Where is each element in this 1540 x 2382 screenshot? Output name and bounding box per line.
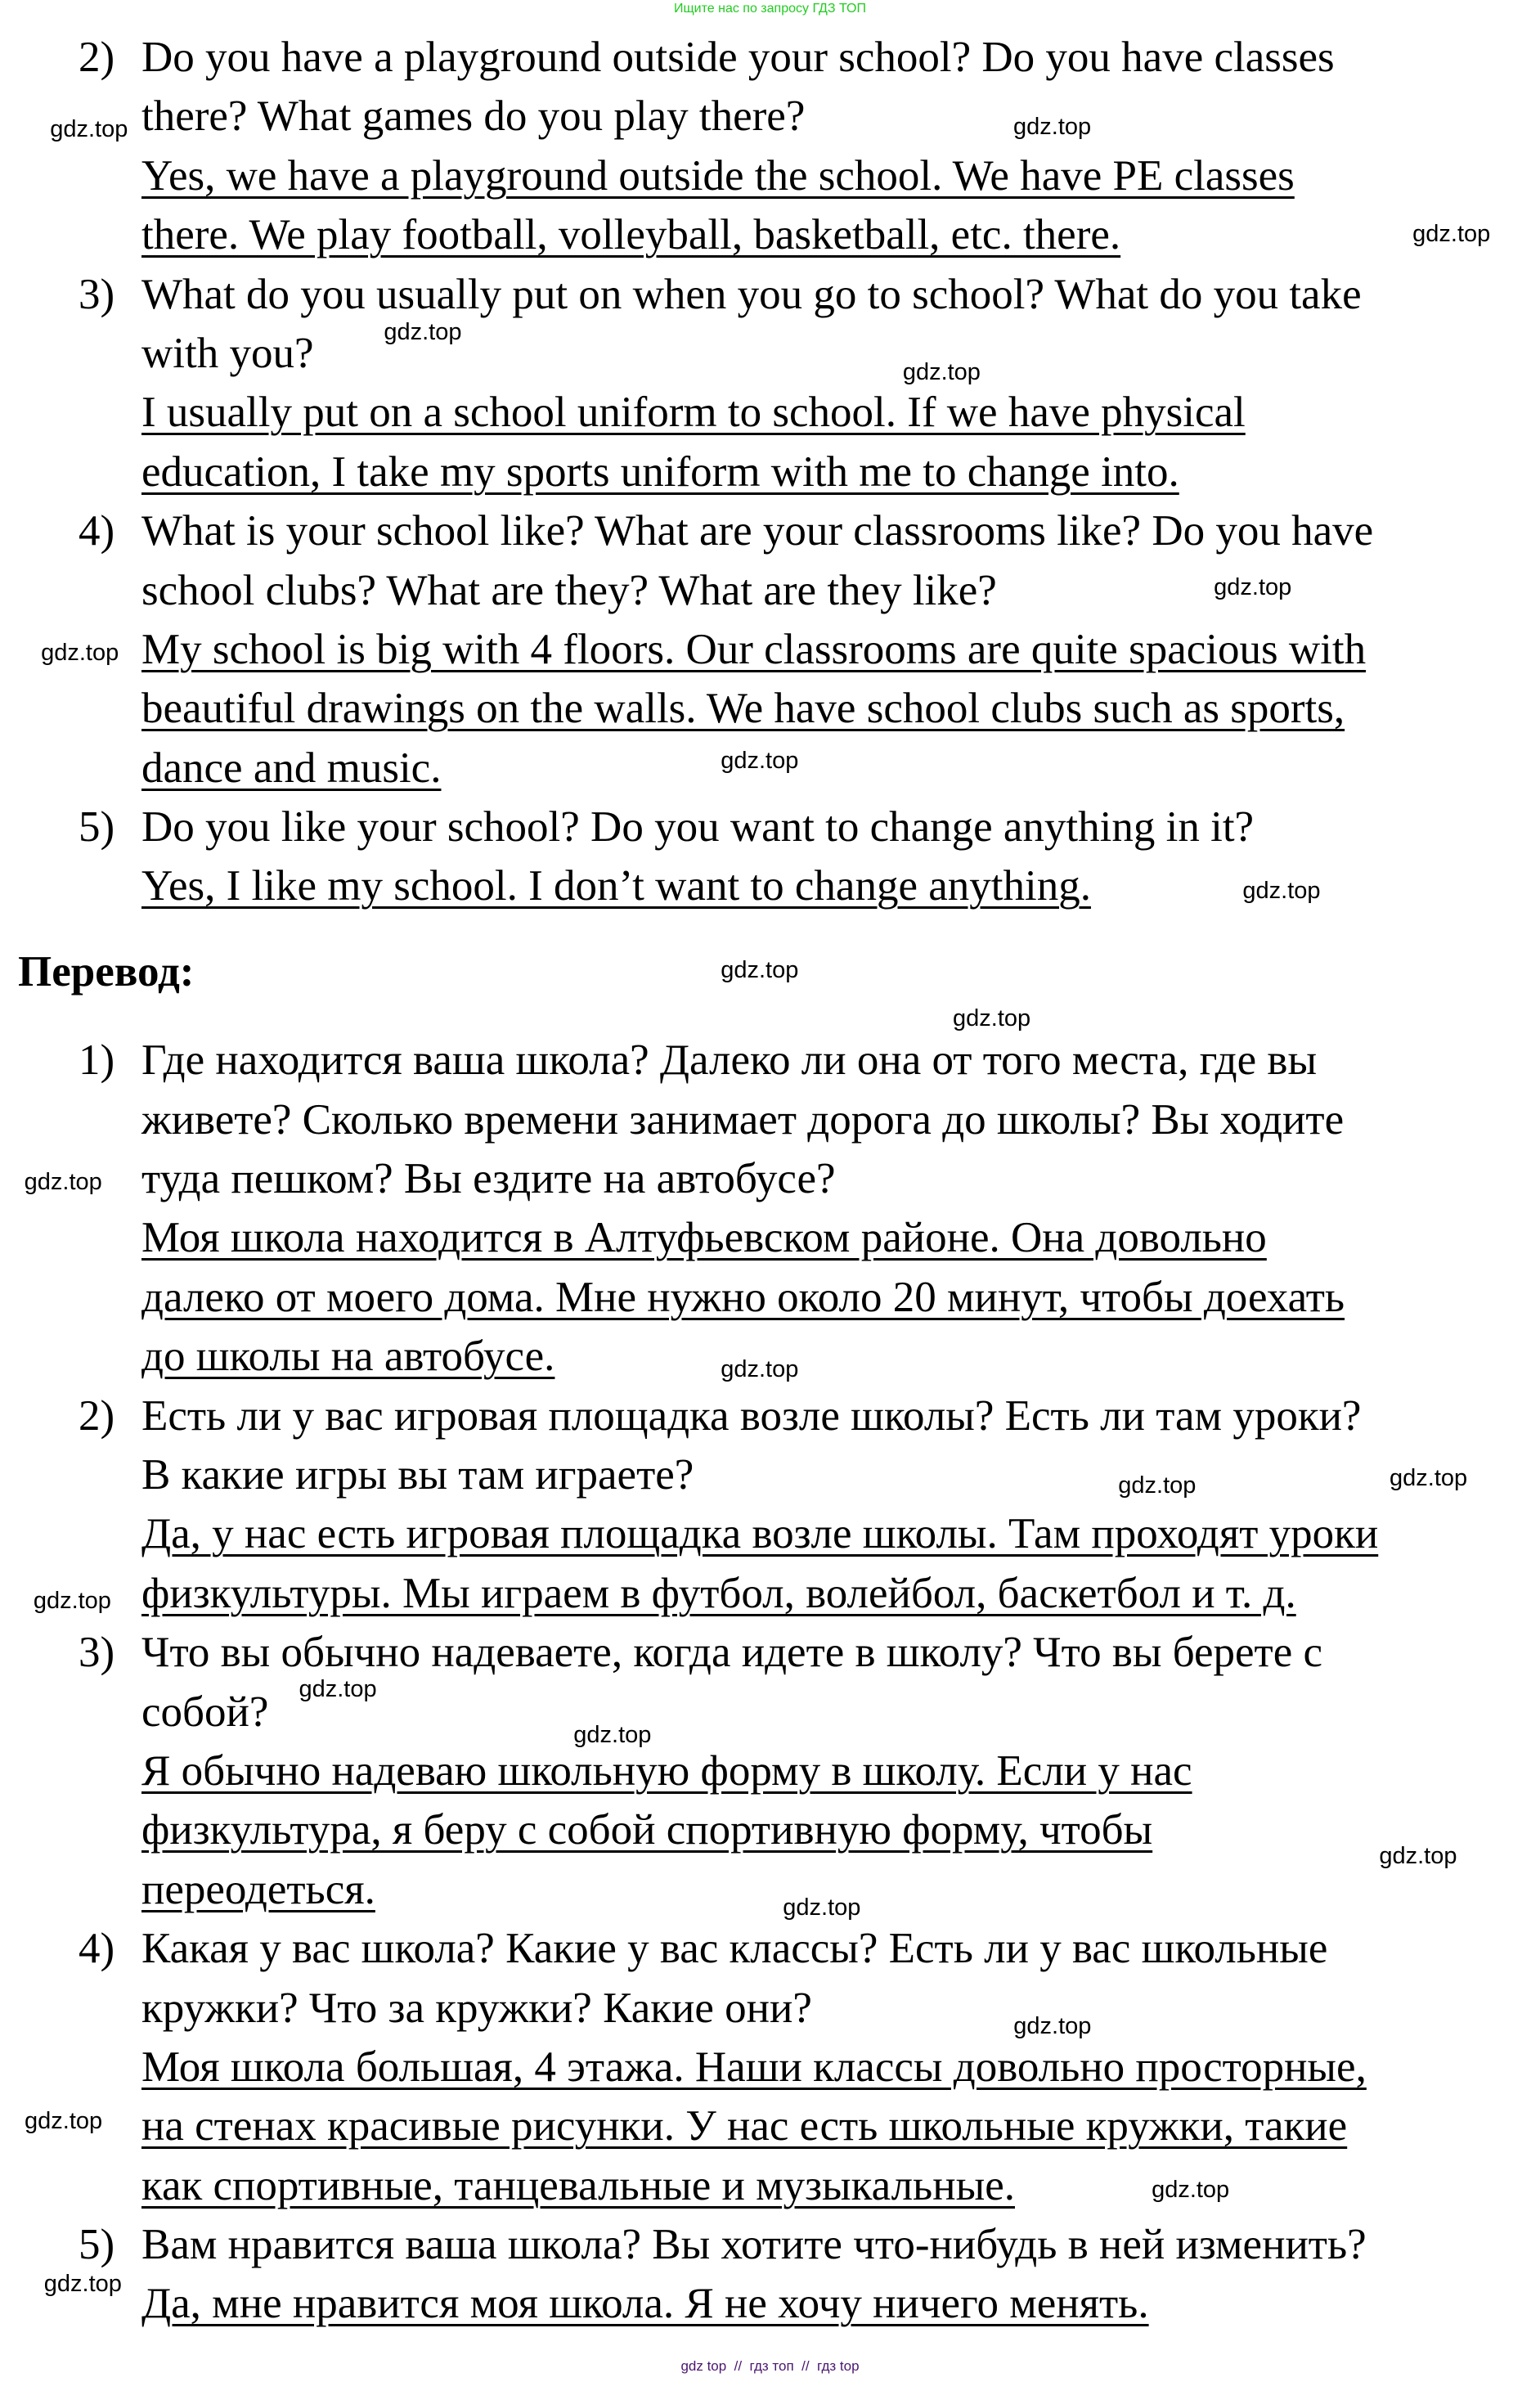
question-line bbox=[0, 1031, 1540, 1090]
question-line bbox=[0, 1387, 1540, 1445]
item-number: 1) bbox=[79, 1036, 115, 1085]
item-number: 5) bbox=[79, 803, 115, 852]
answer-text: Да, мне нравится моя школа. Я не хочу ничего менять. bbox=[141, 2280, 1149, 2328]
watermark-text: gdz.top bbox=[721, 1355, 799, 1382]
answer-line bbox=[0, 1268, 1540, 1327]
answer-text: Моя школа большая, 4 этажа. Наши классы довольно просторные, bbox=[141, 2043, 1367, 2091]
item-number: 2) bbox=[79, 1391, 115, 1440]
answer-line bbox=[0, 205, 1540, 264]
answer-text: Yes, we have a playground outside the school. We have PE classes bbox=[141, 151, 1295, 200]
answer-line bbox=[0, 679, 1540, 738]
answer-line bbox=[0, 1564, 1540, 1623]
answer-line bbox=[0, 146, 1540, 205]
question-text: Do you like your school? Do you want to change anything in it? bbox=[141, 803, 1255, 852]
answer-line bbox=[0, 2097, 1540, 2155]
watermark-text: gdz.top bbox=[41, 639, 119, 666]
watermark-text: gdz.top bbox=[43, 2271, 122, 2298]
question-text: Что вы обычно надеваете, когда идете в школу? Что вы берете с bbox=[141, 1629, 1322, 1677]
answer-text: I usually put on a school uniform to school. If we have physical bbox=[141, 389, 1246, 437]
watermark-text: gdz.top bbox=[1013, 2012, 1092, 2039]
answer-text: Да, у нас есть игровая площадка возле школы. Там проходят уроки bbox=[141, 1510, 1379, 1558]
translation-heading: Перевод: bbox=[18, 947, 195, 995]
answer-text: Yes, I like my school. I don’t want to change anything. bbox=[141, 862, 1091, 910]
watermark-text: gdz.top bbox=[24, 1169, 102, 1196]
question-text: собой? bbox=[141, 1688, 269, 1736]
question-text: кружки? Что за кружки? Какие они? bbox=[141, 1984, 812, 2032]
list-item bbox=[0, 28, 1540, 265]
document-content bbox=[0, 28, 1540, 2334]
question-line bbox=[0, 1623, 1540, 1682]
watermark-text: gdz.top bbox=[1118, 1472, 1197, 1499]
answer-text: Я обычно надеваю школьную форму в школу. Если у нас bbox=[141, 1746, 1192, 1795]
answer-text: как спортивные, танцевальные и музыкальные. bbox=[141, 2161, 1015, 2209]
answer-text: физкультура, я беру с собой спортивную форму, чтобы bbox=[141, 1806, 1153, 1854]
question-line bbox=[0, 1683, 1540, 1742]
question-line bbox=[0, 2215, 1540, 2274]
search-banner: Ищите нас по запросу ГДЗ ТОП bbox=[674, 2, 866, 16]
answer-text: beautiful drawings on the walls. We have school clubs such as sports, bbox=[141, 685, 1345, 733]
watermark-text: gdz.top bbox=[1242, 878, 1321, 905]
watermark-text: gdz.top bbox=[1390, 1465, 1468, 1491]
watermark-text: gdz.top bbox=[902, 358, 981, 385]
question-text: Какая у вас школа? Какие у вас классы? Есть ли у вас школьные bbox=[141, 1925, 1328, 1973]
item-number: 5) bbox=[79, 2221, 115, 2269]
watermark-text: gdz.top bbox=[1379, 1843, 1457, 1870]
question-text: school clubs? What are they? What are they like? bbox=[141, 566, 997, 614]
answer-line bbox=[0, 620, 1540, 679]
question-line bbox=[0, 1149, 1540, 1208]
list-item bbox=[0, 1919, 1540, 2215]
question-line bbox=[0, 1979, 1540, 2038]
item-number: 4) bbox=[79, 507, 115, 555]
item-number: 4) bbox=[79, 1925, 115, 1973]
question-line bbox=[0, 28, 1540, 87]
watermark-text: gdz.top bbox=[1412, 220, 1491, 247]
question-text: В какие игры вы там играете? bbox=[141, 1450, 694, 1499]
question-text: Вам нравится ваша школа? Вы хотите что-нибудь в ней изменить? bbox=[141, 2221, 1367, 2269]
answer-text: далеко от моего дома. Мне нужно около 20 минут, чтобы доехать bbox=[141, 1273, 1345, 1321]
question-text: with you? bbox=[141, 329, 314, 377]
answer-line bbox=[0, 2271, 1540, 2333]
answer-line bbox=[0, 383, 1540, 442]
answer-text: до школы на автобусе. bbox=[141, 1333, 555, 1381]
watermark-text: gdz.top bbox=[1214, 574, 1292, 601]
footer-watermark: gdz top // гдз топ // гдз top bbox=[680, 2358, 860, 2374]
answer-text: dance and music. bbox=[141, 744, 442, 792]
answer-text: education, I take my sports uniform with me to change into. bbox=[141, 447, 1179, 496]
answer-line bbox=[0, 1800, 1540, 1859]
question-line bbox=[0, 324, 1540, 383]
list-item bbox=[0, 1623, 1540, 1919]
answer-text: My school is big with 4 floors. Our classrooms are quite spacious with bbox=[141, 625, 1367, 673]
question-text: Есть ли у вас игровая площадка возле школы? Есть ли там уроки? bbox=[141, 1391, 1362, 1440]
question-line bbox=[0, 1090, 1540, 1149]
question-text: живете? Сколько времени занимает дорога до школы? Вы ходите bbox=[141, 1095, 1345, 1144]
question-text: What is your school like? What are your classrooms like? Do you have bbox=[141, 507, 1374, 555]
watermark-text: gdz.top bbox=[299, 1675, 377, 1702]
watermark-text: gdz.top bbox=[1013, 114, 1092, 140]
item-number: 3) bbox=[79, 1629, 115, 1677]
answer-line bbox=[0, 1860, 1540, 1919]
list-item bbox=[0, 1031, 1540, 1386]
answer-line bbox=[0, 2038, 1540, 2097]
question-text: What do you usually put on when you go to school? What do you take bbox=[141, 270, 1362, 318]
watermark-text: gdz.top bbox=[721, 747, 799, 774]
question-line bbox=[0, 87, 1540, 146]
watermark-text: gdz.top bbox=[33, 1588, 111, 1615]
answer-line bbox=[0, 1504, 1540, 1563]
question-text: Где находится ваша школа? Далеко ли она от того места, где вы bbox=[141, 1036, 1318, 1085]
watermark-text: gdz.top bbox=[50, 115, 128, 142]
answer-line bbox=[0, 1742, 1540, 1800]
item-number: 3) bbox=[79, 270, 115, 318]
question-text: Do you have a playground outside your school? Do you have classes bbox=[141, 34, 1335, 81]
question-line bbox=[0, 561, 1540, 620]
watermark-text: gdz.top bbox=[573, 1721, 652, 1748]
question-text: туда пешком? Вы ездите на автобусе? bbox=[141, 1155, 836, 1203]
question-line bbox=[0, 1445, 1540, 1504]
question-line bbox=[0, 265, 1540, 324]
answer-line bbox=[0, 1208, 1540, 1267]
watermark-text: gdz.top bbox=[1152, 2177, 1230, 2204]
watermark-text: gdz.top bbox=[783, 1894, 861, 1921]
english-answers bbox=[0, 28, 1540, 916]
question-line bbox=[0, 1919, 1540, 1978]
watermark-text: gdz.top bbox=[384, 319, 462, 346]
question-line bbox=[0, 501, 1540, 560]
question-line bbox=[0, 798, 1540, 856]
watermark-text: gdz.top bbox=[721, 956, 799, 983]
answer-text: Моя школа находится в Алтуфьевском районе. Она довольно bbox=[141, 1214, 1267, 1262]
watermark-text: gdz.top bbox=[25, 2108, 103, 2134]
answer-text: there. We play football, volleyball, basketball, etc. there. bbox=[141, 211, 1121, 259]
answer-text: переодеться. bbox=[141, 1865, 375, 1913]
russian-translation bbox=[0, 1031, 1540, 2334]
list-item bbox=[0, 265, 1540, 502]
answer-text: на стенах красивые рисунки. У нас есть школьные кружки, такие bbox=[141, 2102, 1348, 2151]
watermark-text: gdz.top bbox=[953, 1004, 1031, 1031]
answer-line bbox=[0, 2156, 1540, 2215]
question-text: there? What games do you play there? bbox=[141, 92, 806, 141]
item-number: 2) bbox=[79, 34, 115, 81]
answer-line bbox=[0, 443, 1540, 501]
list-item bbox=[0, 2215, 1540, 2334]
answer-text: физкультуры. Мы играем в футбол, волейбол, баскетбол и т. д. bbox=[141, 1569, 1296, 1617]
list-item bbox=[0, 1387, 1540, 1624]
